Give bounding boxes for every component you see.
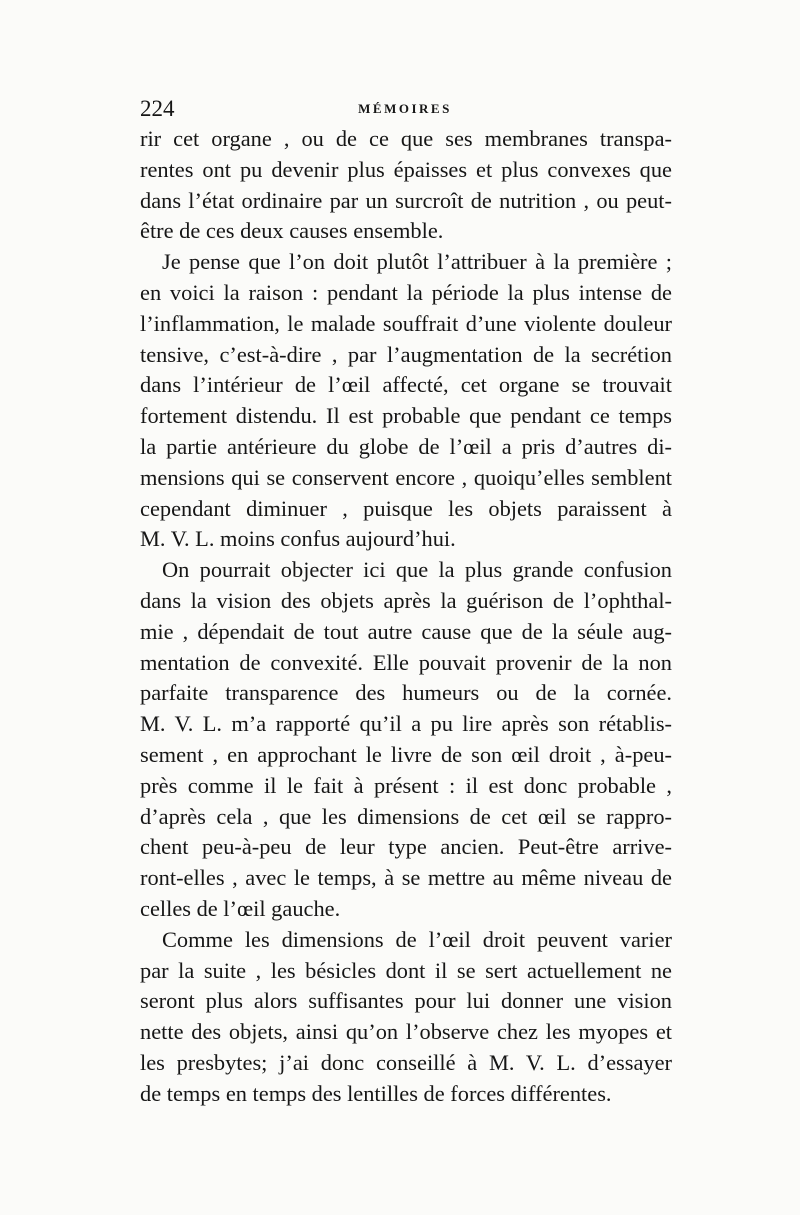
text-line: de temps en temps des lentilles de forces différentes.	[140, 1080, 612, 1106]
page-header	[140, 98, 670, 120]
text-line: mie , dépendait de tout autre cause que de la séule aug-	[140, 618, 672, 644]
text-line: les presbytes; j’ai donc conseillé à M. V. L. d’essayer	[140, 1049, 672, 1075]
text-line: être de ces deux causes ensemble.	[140, 218, 444, 244]
text-line: en voici la raison : pendant la période la plus intense de	[140, 279, 672, 305]
text-line: ront-elles , avec le temps, à se mettre au même niveau de	[140, 865, 672, 891]
text-line: d’après cela , que les dimensions de cet œil se rappro-	[140, 803, 672, 829]
text-line: dans l’état ordinaire par un surcroît de nutrition , ou peut-	[140, 187, 672, 213]
text-line: fortement distendu. Il est probable que pendant ce temps	[140, 403, 672, 429]
text-line: rentes ont pu devenir plus épaisses et plus convexes que	[140, 156, 672, 182]
text-line: dans la vision des objets après la guérison de l’ophthal-	[140, 587, 672, 613]
text-line: Comme les dimensions de l’œil droit peuvent varier	[162, 926, 672, 952]
text-line: la partie antérieure du globe de l’œil a pris d’autres di-	[140, 433, 672, 459]
text-line: dans l’intérieur de l’œil affecté, cet organe se trouvait	[140, 372, 672, 398]
text-line: rir cet organe , ou de ce que ses membranes transpa-	[140, 126, 672, 151]
text-line: par la suite , les bésicles dont il se sert actuellement ne	[140, 957, 672, 983]
text-line: On pourrait objecter ici que la plus grande confusion	[162, 557, 672, 583]
text-line: tensive, c’est-à-dire , par l’augmentation de la secrétion	[140, 341, 672, 367]
text-line: Je pense que l’on doit plutôt l’attribuer à la première ;	[162, 249, 672, 275]
text-line: sement , en approchant le livre de son œil droit , à-peu-	[140, 741, 672, 767]
text-line: seront plus alors suffisantes pour lui donner une vision	[140, 988, 672, 1014]
body-text	[140, 124, 672, 1110]
text-line: M. V. L. m’a rapporté qu’il a pu lire après son rétablis-	[140, 711, 672, 737]
text-line: mentation de convexité. Elle pouvait provenir de la non	[140, 649, 672, 675]
text-line: près comme il le fait à présent : il est donc probable ,	[140, 772, 672, 798]
text-line: mensions qui se conservent encore , quoiqu’elles semblent	[140, 464, 672, 490]
text-line: l’inflammation, le malade souffrait d’une violente douleur	[140, 310, 672, 336]
text-line: nette des objets, ainsi qu’on l’observe chez les myopes et	[140, 1019, 672, 1045]
page-number: 224	[140, 96, 175, 121]
running-head: MÉMOIRES	[358, 101, 452, 116]
text-line: celles de l’œil gauche.	[140, 895, 341, 921]
text-line: parfaite transparence des humeurs ou de la cornée.	[140, 680, 672, 706]
text-line: M. V. L. moins confus aujourd’hui.	[140, 526, 456, 552]
text-line: cependant diminuer , puisque les objets paraissent à	[140, 495, 672, 521]
text-line: chent peu-à-peu de leur type ancien. Peut-être arrive-	[140, 834, 672, 860]
